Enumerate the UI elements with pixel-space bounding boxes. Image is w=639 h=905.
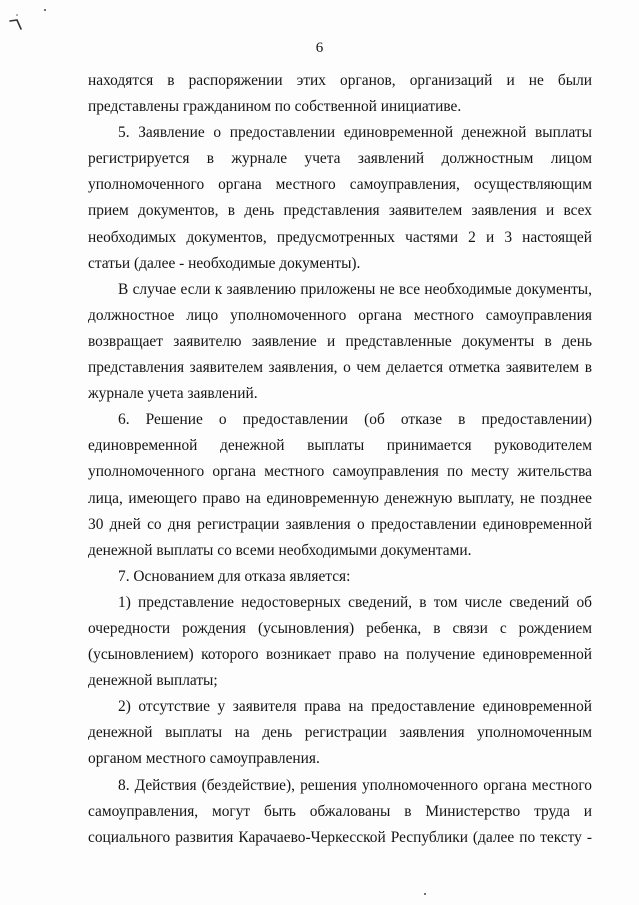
paragraph-item-5: 5. Заявление о предоставлении единовременной денежной выплаты регистрируется в журнале учета заявлений должностным лицом уполномоченного органа местного самоуправления, осуществляющим прием документов, в день представления заявителем заявления и всех необходимых документов, предусмотренных частями 2 и 3 настоящей статьи (далее - необходимые документы). (88, 124, 592, 272)
scan-speck (44, 9, 46, 11)
paragraph-item-6: 6. Решение о предоставлении (об отказе в предоставлении) единовременной денежной выплаты принимается руководителем уполномоченного органа местного самоуправления по месту жительства лица, имеющего право на единовременную денежную выплату, не позднее 30 дней со дня регистрации заявления о предоставлении единовременной денежной выплаты со всеми необходимыми документами. (88, 411, 592, 559)
page-number: 6 (315, 40, 324, 56)
paragraph-incomplete-documents: В случае если к заявлению приложены не все необходимые документы, должностное лицо уполномоченного органа местного самоуправления возвращает заявителю заявление и представленные документы в день представления заявителем заявления, о чем делается отметка заявителем в журнале учета заявлений. (88, 280, 592, 403)
paragraph-item-8: 8. Действия (бездействие), решения уполномоченного органа местного самоуправления, могут быть обжалованы в Министерство труда и социального развития Карачаево-Черкесской Республики (далее по тексту - (88, 776, 592, 846)
paragraph-item-7: 7. Основанием для отказа является: (118, 567, 351, 585)
scan-speck (424, 893, 426, 895)
document-body (88, 68, 592, 851)
paragraph-refusal-reason-2: 2) отсутствие у заявителя права на предоставление единовременной денежной выплаты на день регистрации заявления уполномоченным органом местного самоуправления. (88, 698, 592, 768)
paragraph-refusal-reason-1: 1) представление недостоверных сведений, в том числе сведений об очередности рождения (усыновления) ребенка, в связи с рождением (усыновлением) которого возникает право на получение единовременной денежной выплаты; (88, 593, 592, 690)
paragraph-continuation: находятся в распоряжении этих органов, организаций и не были представлены гражданином по собственной инициативе. (88, 72, 592, 116)
scan-artifact-mark (8, 12, 24, 32)
